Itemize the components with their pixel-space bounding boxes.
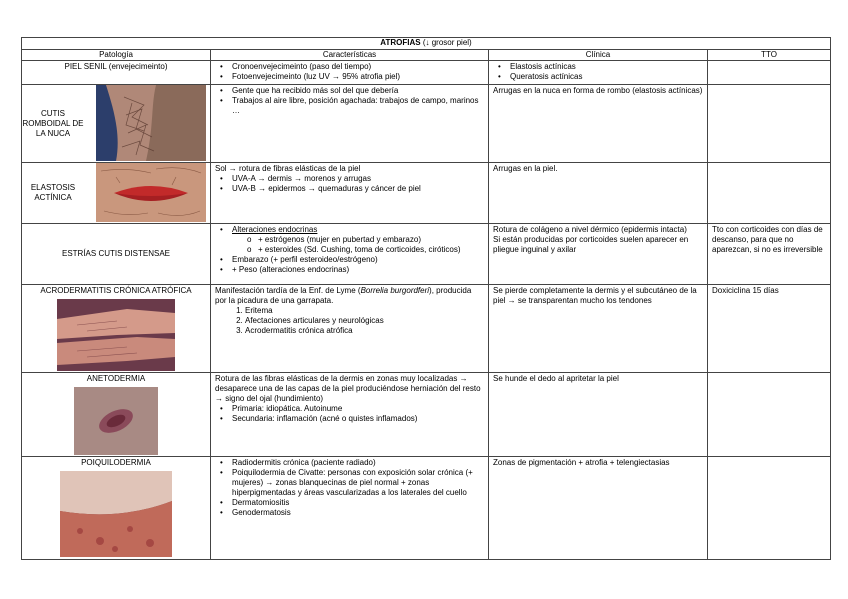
title-main: ATROFIAS: [380, 38, 421, 47]
clinica-cell: Zonas de pigmentación + atrofia + telengiectasias: [489, 457, 708, 560]
tto-cell: [708, 61, 831, 85]
patologia-name: CUTIS ROMBOIDAL DE LA NUCA: [22, 108, 84, 138]
caract-intro: Rotura de las fibras elásticas de la dermis en zonas muy localizadas → desaparece una de las capas de la piel produciéndose herniación del resto → signo del ojal (hundimiento): [215, 374, 481, 403]
caract-intro-b: ), producida por la picadura de una garrapata.: [215, 286, 472, 305]
caract-cell: [211, 85, 489, 163]
clinica-text: Si están producidas por corticoides suelen aparecer en pliegue inguinal y axilar: [493, 235, 689, 254]
list-item: • Genodermatosis: [232, 508, 484, 518]
caract-cell: [211, 457, 489, 560]
table-row: [22, 163, 831, 224]
list-item: • Fotoenvejecimeinto (luz UV → 95% atrofia piel): [232, 72, 484, 82]
list-item: • Radiodermitis crónica (paciente radiado): [232, 458, 484, 468]
header-patologia: Patología: [22, 50, 211, 61]
patologia-name: POIQUILODERMIA: [81, 458, 151, 467]
clinica-cell: Se pierde completamente la dermis y el subcutáneo de la piel → se transparentan mucho los tendones: [489, 285, 708, 373]
table-row: [22, 61, 831, 85]
tto-cell: [708, 373, 831, 457]
patologia-cell: [22, 457, 211, 560]
skin-lesion-photo: [74, 387, 158, 455]
patologia-name: PIEL SENIL (envejecimeinto): [64, 62, 168, 71]
clinica-cell: Se hunde el dedo al apritetar la piel: [489, 373, 708, 457]
tto-cell: [708, 85, 831, 163]
table-row: [22, 457, 831, 560]
caract-intro: Sol → rotura de fibras elásticas de la piel: [215, 164, 361, 173]
caract-intro-italic: Borrelia burgordferi: [360, 286, 430, 295]
tto-cell: [708, 163, 831, 224]
patologia-cell: [22, 85, 211, 163]
table-title: [22, 38, 831, 50]
list-item: • + Peso (alteraciones endocrinas): [232, 265, 484, 275]
list-item: • Elastosis actínicas: [510, 62, 703, 72]
patologia-cell: [22, 373, 211, 457]
list-item: • Primaria: idiopática. Autoinume: [232, 404, 484, 414]
list-item: • UVA-A → dermis → morenos y arrugas: [232, 174, 484, 184]
table-row: [22, 224, 831, 285]
caract-head: Alteraciones endocrinas: [232, 225, 318, 234]
tto-cell: [708, 457, 831, 560]
list-item: o + esteroides (Sd. Cushing, toma de corticoides, ciróticos): [258, 245, 484, 255]
patologia-name: ESTRÍAS CUTIS DISTENSAE: [61, 249, 171, 258]
clinica-cell: [489, 61, 708, 85]
tto-cell: Tto con corticoides con días de descanso, para que no aparezcan, si no es irreversible: [708, 224, 831, 285]
patologia-cell: [22, 224, 211, 285]
clinica-cell: Arrugas en la nuca en forma de rombo (elastosis actínicas): [489, 85, 708, 163]
caract-cell: [211, 224, 489, 285]
neck-wrinkles-photo: [84, 85, 210, 162]
neck-poikiloderma-photo: [60, 471, 172, 557]
caract-intro-a: Manifestación tardía de la Enf. de Lyme (: [215, 286, 361, 295]
list-item: • Dermatomiositis: [232, 498, 484, 508]
patologia-cell: [22, 285, 211, 373]
table-row: [22, 285, 831, 373]
list-item: 2. Afectaciones articulares y neurológicas: [245, 316, 484, 326]
header-caracteristicas: Características: [211, 50, 489, 61]
list-item: o + estrógenos (mujer en pubertad y embarazo): [258, 235, 484, 245]
table-row: [22, 373, 831, 457]
caract-cell: [211, 61, 489, 85]
list-item: • Gente que ha recibido más sol del que debería: [232, 86, 484, 96]
patologia-name: ANETODERMIA: [86, 374, 146, 383]
caract-intro: [215, 286, 484, 306]
list-item: 3. Acrodermatitis crónica atrófica: [245, 326, 484, 336]
patologia-cell: [22, 163, 211, 224]
patologia-name: ELASTOSIS ACTÍNICA: [30, 183, 76, 202]
hands-photo: [57, 299, 175, 371]
list-item: • Queratosis actínicas: [510, 72, 703, 82]
caract-cell: [211, 373, 489, 457]
list-item: • Cronoenvejecimeinto (paso del tiempo): [232, 62, 484, 72]
patologia-name: ACRODERMATITIS CRÓNICA ATRÓFICA: [40, 286, 192, 295]
list-item: 1. Eritema: [245, 306, 484, 316]
clinica-text: Rotura de colágeno a nivel dérmico (epidermis intacta): [493, 225, 687, 234]
table-row: [22, 85, 831, 163]
list-item: • UVA-B → epidermos → quemaduras y cáncer de piel: [232, 184, 484, 194]
header-tto: TTO: [708, 50, 831, 61]
clinica-cell: [489, 224, 708, 285]
list-item: • Secundaria: inflamación (acné o quistes inflamados): [232, 414, 484, 424]
atrofias-table: [21, 37, 831, 560]
list-item: • Poiquilodermia de Civatte: personas con exposición solar crónica (+ mujeres) → zonas blanquecinas de piel normal + zonas hiperpigmentadas y áreas vascularizadas a los laterales del cuello: [232, 468, 484, 498]
header-clinica: Clínica: [489, 50, 708, 61]
list-item: • Trabajos al aire libre, posición agachada: trabajos de campo, marinos …: [232, 96, 484, 116]
clinica-cell: Arrugas en la piel.: [489, 163, 708, 224]
patologia-cell: [22, 61, 211, 85]
caract-cell: [211, 163, 489, 224]
list-item: • Embarazo (+ perfil esteroideo/estrógeno): [232, 255, 484, 265]
tto-cell: Doxiciclina 15 días: [708, 285, 831, 373]
caract-cell: [211, 285, 489, 373]
list-item: [232, 225, 484, 255]
wrinkled-lips-photo: [84, 163, 210, 223]
title-sub: (↓ grosor piel): [422, 38, 472, 47]
